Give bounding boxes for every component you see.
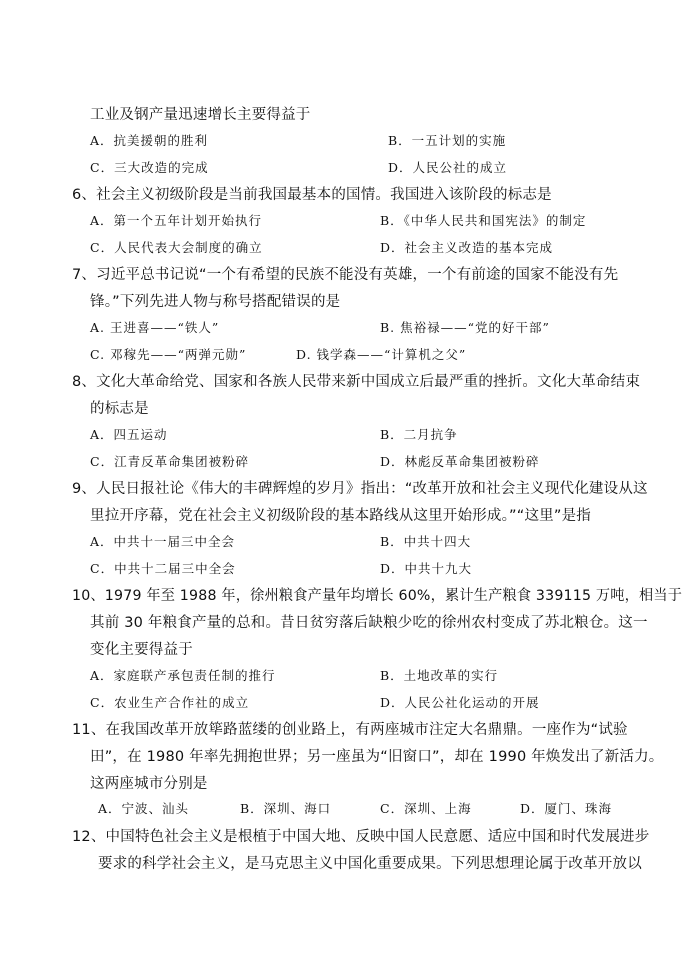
q10-stem-line-1: 10、1979 年至 1988 年，徐州粮食产量年均增长 60%，累计生产粮食 339115 万吨，相当于: [72, 588, 683, 604]
q8-option-b: B．二月抗争: [380, 427, 458, 442]
q12-stem-line-2: 要求的科学社会主义，是马克思主义中国化重要成果。下列思想理论属于改革开放以: [98, 856, 642, 872]
q11-option-d: D．厦门、珠海: [520, 801, 613, 816]
q8-stem-line-2: 的标志是: [90, 401, 149, 417]
q6-stem: 6、社会主义初级阶段是当前我国最基本的国情。我国进入该阶段的标志是: [72, 187, 552, 203]
q11-option-c: C．深圳、上海: [380, 801, 472, 816]
q9-option-b: B．中共十四大: [380, 534, 472, 549]
q6-option-c: C．人民代表大会制度的确立: [90, 240, 263, 255]
q11-stem-line-1: 11、在我国改革开放筚路蓝缕的创业路上，有两座城市注定大名鼎鼎。一座作为“试验: [72, 722, 628, 738]
q8-option-c: C．江青反革命集团被粉碎: [90, 454, 250, 469]
q9-option-a: A．中共十一届三中全会: [90, 534, 236, 549]
q10-stem-line-2: 其前 30 年粮食产量的总和。昔日贫穷落后缺粮少吃的徐州农村变成了苏北粮仓。这一: [90, 615, 648, 631]
q7-option-a: A. 王进喜——“铁人”: [90, 320, 220, 335]
q8-option-d: D．林彪反革命集团被粉碎: [380, 454, 540, 469]
q11-stem-line-3: 这两座城市分别是: [90, 776, 208, 792]
q5-option-a: A．抗美援朝的胜利: [90, 133, 209, 148]
q10-option-d: D．人民公社化运动的开展: [380, 695, 540, 710]
q5-option-d: D．人民公社的成立: [388, 160, 508, 175]
q7-option-d: D. 钱学森——“计算机之父”: [296, 347, 467, 362]
q10-option-c: C．农业生产合作社的成立: [90, 695, 250, 710]
q7-stem-line-2: 锋。”下列先进人物与称号搭配错误的是: [90, 294, 341, 310]
q6-option-a: A．第一个五年计划开始执行: [90, 213, 263, 228]
q10-option-a: A．家庭联产承包责任制的推行: [90, 668, 276, 683]
q9-stem-line-1: 9、人民日报社论《伟大的丰碑辉煌的岁月》指出：“改革开放和社会主义现代化建设从这: [72, 481, 648, 497]
q8-option-a: A．四五运动: [90, 427, 168, 442]
q8-stem-line-1: 8、文化大革命给党、国家和各族人民带来新中国成立后最严重的挫折。文化大革命结束: [72, 374, 641, 390]
q10-stem-line-3: 变化主要得益于: [90, 642, 193, 658]
q9-option-d: D．中共十九大: [380, 561, 473, 576]
q5-option-b: B．一五计划的实施: [388, 133, 507, 148]
q7-stem-line-1: 7、习近平总书记说“一个有希望的民族不能没有英雄，一个有前途的国家不能没有先: [72, 267, 619, 283]
q9-option-c: C．中共十二届三中全会: [90, 561, 236, 576]
q5-option-c: C．三大改造的完成: [90, 160, 209, 175]
q11-option-b: B．深圳、海口: [240, 801, 332, 816]
q11-option-a: A．宁波、汕头: [98, 801, 190, 816]
q10-option-b: B．土地改革的实行: [380, 668, 499, 683]
q6-option-d: D．社会主义改造的基本完成: [380, 240, 554, 255]
q7-option-c: C. 邓稼先——“两弹元勋”: [90, 347, 247, 362]
q11-stem-line-2: 田”，在 1980 年率先拥抱世界；另一座虽为“旧窗口”，却在 1990 年焕发出了新活力。: [90, 749, 664, 765]
q9-stem-line-2: 里拉开序幕，党在社会主义初级阶段的基本路线从这里开始形成。”“这里”是指: [90, 508, 591, 524]
q5-stem-tail: 工业及钢产量迅速增长主要得益于: [90, 107, 311, 123]
q6-option-b: B．《中华人民共和国宪法》的制定: [380, 213, 587, 228]
q7-option-b: B. 焦裕禄——“党的好干部”: [380, 320, 550, 335]
q12-stem-line-1: 12、中国特色社会主义是根植于中国大地、反映中国人民意愿、适应中国和时代发展进步: [72, 829, 650, 845]
